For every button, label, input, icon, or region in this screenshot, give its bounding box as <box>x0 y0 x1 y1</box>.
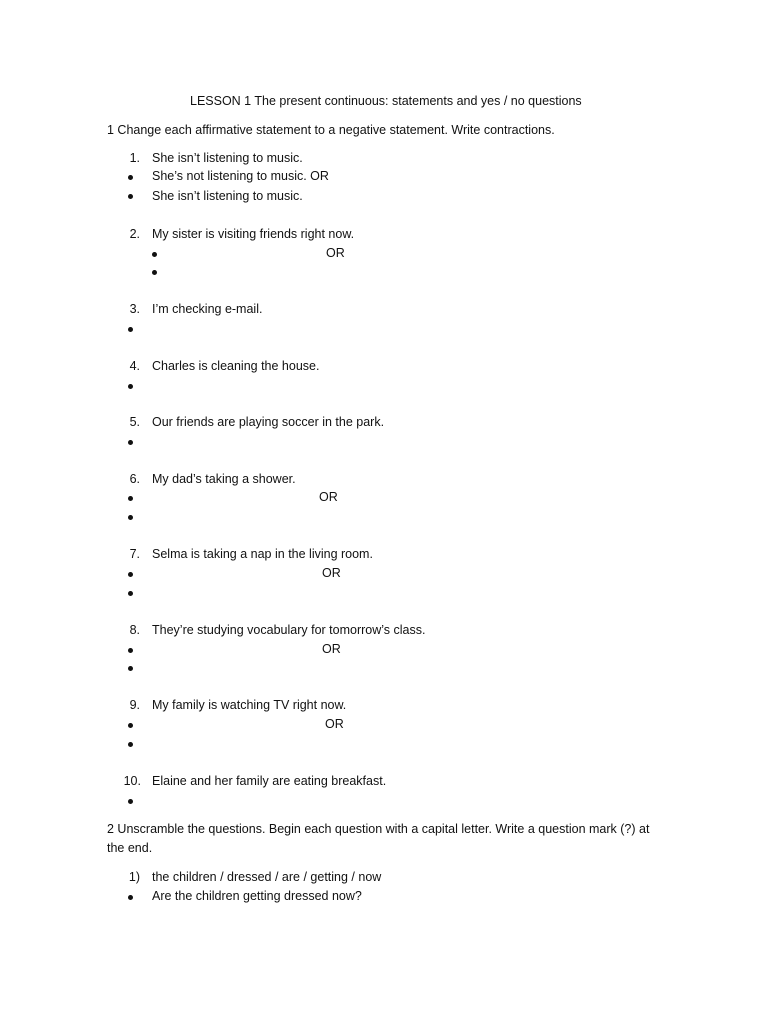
section1-instruction: 1 Change each affirmative statement to a negative statement. Write contractions. <box>107 123 555 137</box>
example-answer: She isn’t listening to music. <box>152 189 303 203</box>
or-label: OR <box>326 246 345 260</box>
item-number: 1) <box>128 870 140 884</box>
item-sentence: They’re studying vocabulary for tomorrow’s class. <box>152 623 426 637</box>
item-number: 8. <box>129 623 140 637</box>
bullet-icon <box>152 270 157 275</box>
bullet-icon <box>128 384 133 389</box>
item-sentence: Our friends are playing soccer in the park. <box>152 415 385 429</box>
section2-instruction-line2: the end. <box>107 841 153 855</box>
bullet-icon <box>128 496 133 501</box>
item-number: 5. <box>129 415 140 429</box>
item-number: 6. <box>129 472 140 486</box>
bullet-icon <box>128 327 133 332</box>
bullet-icon <box>128 895 133 900</box>
item-number: 9. <box>129 698 140 712</box>
bullet-icon <box>128 648 133 653</box>
or-label: OR <box>325 717 344 731</box>
item-number: 7. <box>129 547 140 561</box>
example-answer: Are the children getting dressed now? <box>152 889 362 903</box>
bullet-icon <box>128 572 133 577</box>
item-number: 2. <box>129 227 140 241</box>
item-sentence: My family is watching TV right now. <box>152 698 347 712</box>
section2-instruction-line1: 2 Unscramble the questions. Begin each question with a capital letter. Write a question mark (?) at <box>107 822 650 836</box>
item-sentence: Selma is taking a nap in the living room. <box>152 547 373 561</box>
item-sentence: Charles is cleaning the house. <box>152 359 320 373</box>
item-sentence: My sister is visiting friends right now. <box>152 227 355 241</box>
item-number: 4. <box>129 359 140 373</box>
item-sentence: Elaine and her family are eating breakfast. <box>152 774 387 788</box>
or-label: OR <box>319 490 338 504</box>
bullet-icon <box>128 515 133 520</box>
item-number: 10. <box>123 774 141 788</box>
bullet-icon <box>152 252 157 257</box>
or-label: OR <box>322 642 341 656</box>
bullet-icon <box>128 742 133 747</box>
item-sentence: My dad’s taking a shower. <box>152 472 296 486</box>
or-label: OR <box>322 566 341 580</box>
example-answer: She’s not listening to music. OR <box>152 169 329 183</box>
bullet-icon <box>128 799 133 804</box>
scrambled-words: the children / dressed / are / getting / now <box>152 870 382 884</box>
item-number: 3. <box>129 302 140 316</box>
bullet-icon <box>128 194 133 199</box>
item-sentence: I’m checking e-mail. <box>152 302 263 316</box>
item-number: 1. <box>129 151 140 165</box>
bullet-icon <box>128 723 133 728</box>
bullet-icon <box>128 175 133 180</box>
bullet-icon <box>128 591 133 596</box>
lesson-title: LESSON 1 The present continuous: statements and yes / no questions <box>190 94 582 108</box>
item-sentence: She isn’t listening to music. <box>152 151 303 165</box>
bullet-icon <box>128 440 133 445</box>
bullet-icon <box>128 666 133 671</box>
